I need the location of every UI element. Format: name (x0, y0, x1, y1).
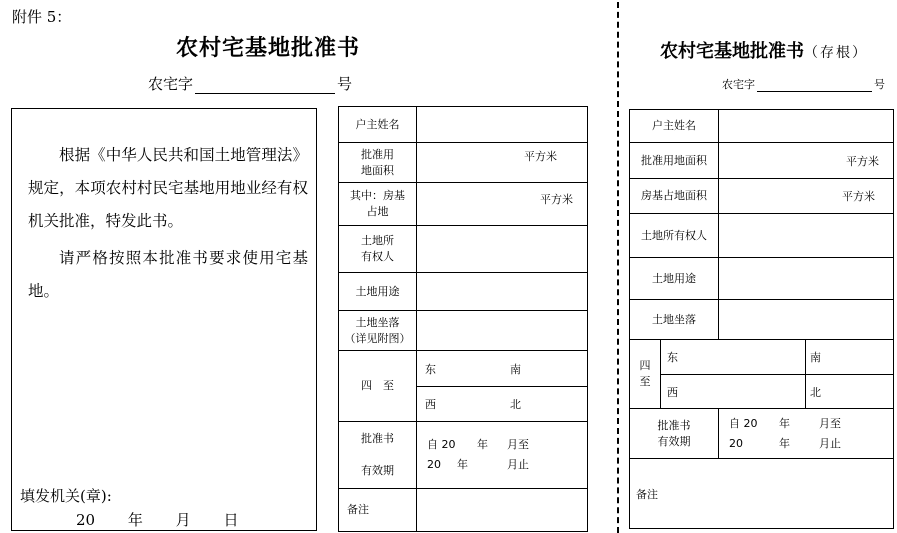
stub-serial-number (722, 76, 885, 92)
stub-subtitle: （存根） (804, 45, 868, 61)
stub-table (629, 109, 894, 529)
stub-land-owner-label: 土地所有权人 (630, 214, 719, 258)
stub-boundary-label: 四 至 (630, 340, 661, 409)
stub-title (660, 37, 868, 63)
stub-east-label: 东 (667, 351, 678, 364)
serial-number (148, 73, 352, 94)
stub-land-location-label: 土地坐落 (630, 300, 719, 340)
validity-label: 批准书 有效期 (339, 422, 417, 489)
stub-east-field[interactable] (661, 340, 806, 375)
stub-land-location-field[interactable] (719, 300, 894, 340)
validity-field[interactable]: 自 20 年 月至 20 年 月止 (417, 422, 588, 489)
owner-name-field[interactable] (417, 107, 588, 143)
issue-year: 20 (76, 511, 96, 529)
stub-west-label: 西 (667, 385, 678, 399)
serial-prefix: 农宅字 (148, 75, 194, 93)
attachment-label: 附件 5： (12, 8, 72, 26)
stub-house-area-label: 房基占地面积 (630, 179, 719, 214)
issue-month-unit: 月 (175, 511, 191, 529)
stub-serial-blank[interactable] (757, 81, 872, 92)
south-label: 南 (510, 362, 521, 376)
stub-north-label: 北 (810, 385, 821, 399)
page-title: 农村宅基地批准书 (176, 35, 361, 61)
land-owner-label: 土地所 有权人 (339, 226, 417, 273)
land-location-field[interactable] (417, 311, 588, 351)
boundary-east-south[interactable] (417, 351, 588, 387)
east-label: 东 (425, 362, 436, 376)
remarks-field[interactable] (417, 489, 588, 532)
land-use-field[interactable] (417, 273, 588, 311)
issue-year-unit: 年 (127, 511, 143, 529)
house-area-field[interactable]: 平方米 (417, 183, 588, 226)
land-location-label: 土地坐落 （详见附图） (339, 311, 417, 351)
remarks-label: 备注 (339, 489, 417, 532)
stub-approved-area-label: 批准用地面积 (630, 143, 719, 179)
stub-serial-prefix: 农宅字 (722, 78, 755, 91)
land-owner-field[interactable] (417, 226, 588, 273)
certificate-text-1: 根据《中华人民共和国土地管理法》规定，本项农村村民宅基地用地业经有权机关批准，特发此书。 (28, 146, 308, 230)
stub-title-text: 农村宅基地批准书 (660, 41, 804, 62)
cut-line (617, 2, 619, 533)
stub-remarks-label: 备注 (636, 487, 658, 501)
boundary-west-north[interactable] (417, 387, 588, 422)
approved-area-label: 批准用 地面积 (339, 143, 417, 183)
certificate-box (11, 108, 317, 531)
house-area-label: 其中：房基 占地 (339, 183, 417, 226)
stub-house-area-field[interactable]: 平方米 (719, 179, 894, 214)
stub-land-use-label: 土地用途 (630, 258, 719, 300)
approved-area-field[interactable]: 平方米 (417, 143, 588, 183)
stub-approved-area-field[interactable]: 平方米 (719, 143, 894, 179)
boundary-label: 四 至 (339, 351, 417, 422)
west-label: 西 (425, 398, 436, 411)
issuer-label: 填发机关(章): (20, 487, 112, 505)
stub-serial-suffix: 号 (874, 78, 885, 91)
stub-south-label: 南 (810, 351, 821, 364)
stub-land-owner-field[interactable] (719, 214, 894, 258)
stub-owner-name-field[interactable] (719, 110, 894, 143)
certificate-text-2: 请严格按照本批准书要求使用宅基地。 (28, 249, 308, 300)
stub-land-use-field[interactable] (719, 258, 894, 300)
serial-blank[interactable] (195, 80, 335, 94)
serial-suffix: 号 (337, 75, 353, 93)
land-use-label: 土地用途 (339, 273, 417, 311)
stub-south-field[interactable] (806, 340, 894, 375)
stub-validity-label: 批准书 有效期 (630, 409, 719, 459)
stub-owner-name-label: 户主姓名 (630, 110, 719, 143)
north-label: 北 (510, 398, 521, 411)
stub-west-field[interactable] (661, 375, 806, 409)
issue-date (76, 509, 238, 530)
owner-name-label: 户主姓名 (339, 107, 417, 143)
approval-table (338, 106, 588, 532)
stub-remarks-field[interactable] (630, 459, 894, 529)
stub-validity-field[interactable]: 自 20 年 月至 20 年 月止 (719, 409, 894, 459)
stub-north-field[interactable] (806, 375, 894, 409)
issue-day-unit: 日 (223, 511, 239, 529)
